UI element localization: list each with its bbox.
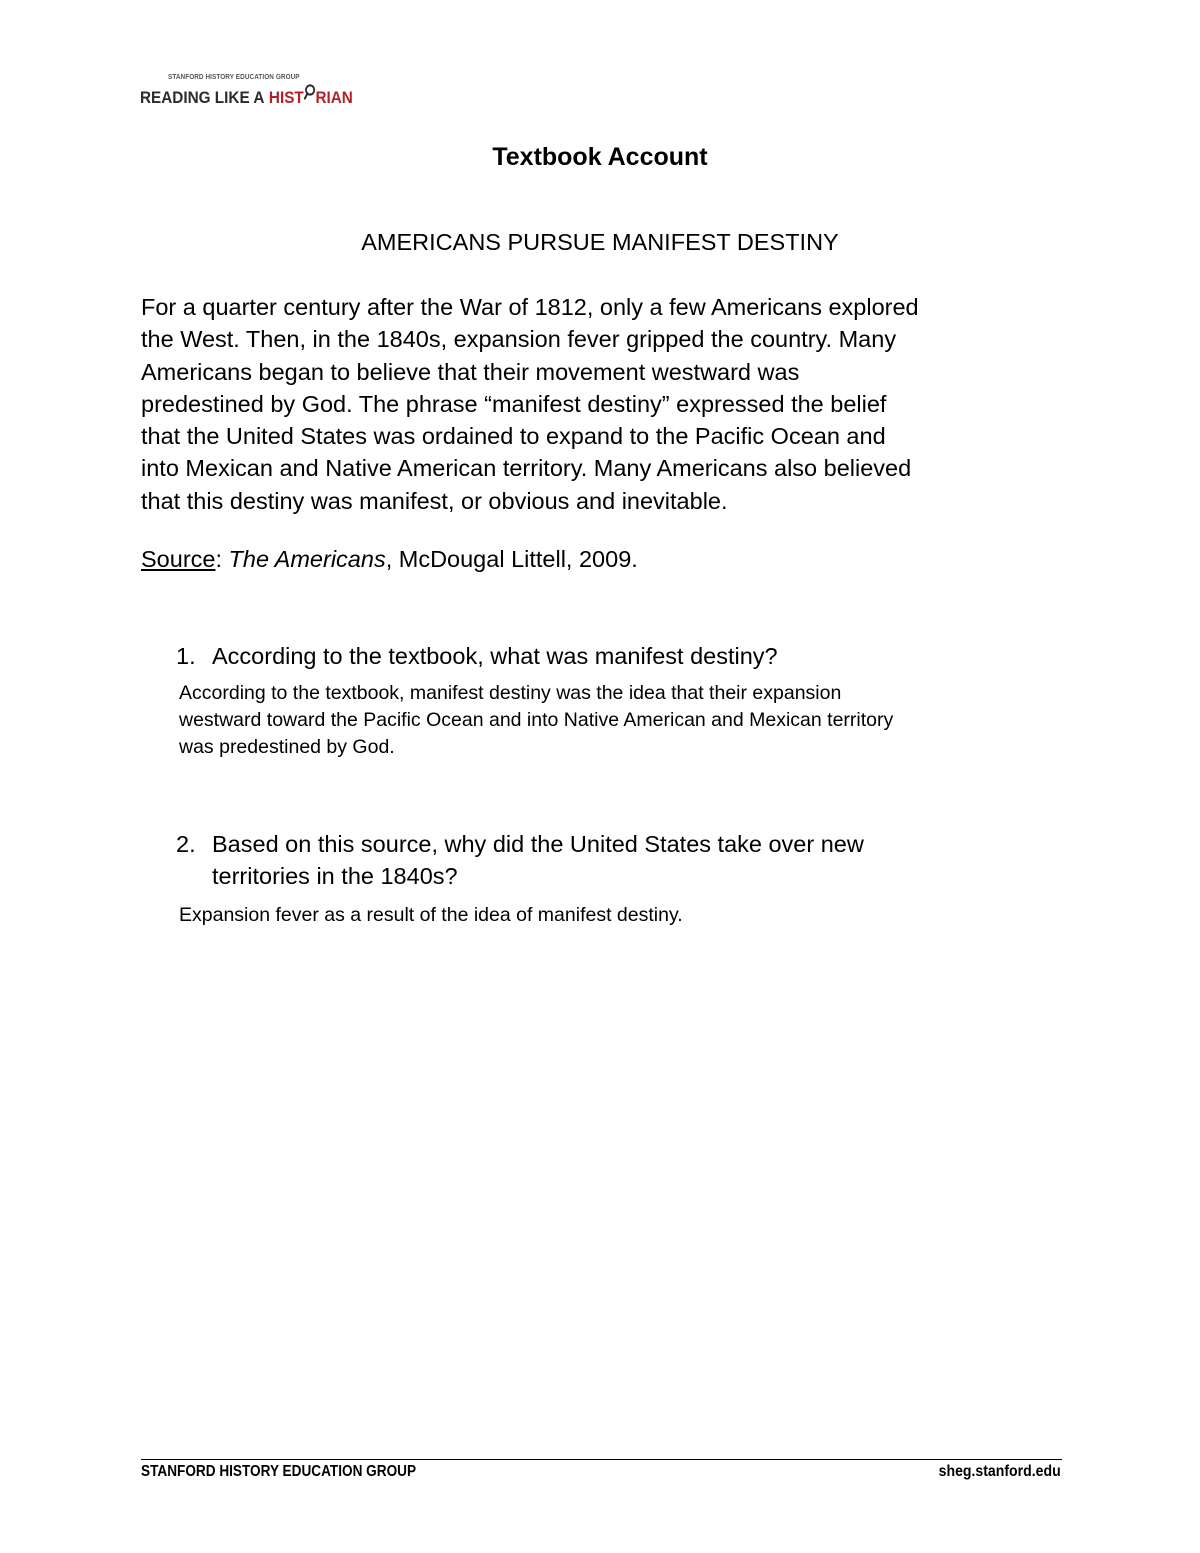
logo-text-hist: HIST [268, 88, 304, 107]
excerpt-line: the West. Then, in the 1840s, expansion fever gripped the country. Many [141, 326, 897, 353]
section-headline: AMERICANS PURSUE MANIFEST DESTINY [361, 229, 839, 255]
excerpt-line: predestined by God. The phrase “manifest destiny” expressed the belief [141, 390, 887, 417]
question-number: 2. [176, 831, 196, 857]
source-citation [141, 546, 638, 573]
source-colon: : [215, 546, 229, 572]
answer-line: was predestined by God. [179, 736, 395, 758]
footer-divider [141, 1459, 1062, 1460]
question-number: 1. [176, 643, 196, 669]
question-text [212, 828, 1042, 892]
footer-organization: STANFORD HISTORY EDUCATION GROUP [141, 1463, 417, 1480]
answer-1 [179, 680, 893, 761]
question-line: According to the textbook, what was manifest destiny? [212, 643, 778, 669]
question-text [212, 640, 1042, 672]
logo-text-reading-like-a: READING LIKE A [140, 88, 265, 107]
reading-like-a-historian-logo [140, 72, 377, 108]
source-publisher: , McDougal Littell, 2009. [385, 546, 638, 572]
logo-wordmark [140, 83, 353, 108]
excerpt-line: that the United States was ordained to expand to the Pacific Ocean and [141, 423, 886, 450]
source-label: Source [141, 546, 216, 572]
question-line: territories in the 1840s? [212, 863, 458, 889]
question-line: Based on this source, why did the United States take over new [212, 831, 864, 857]
answer-line: According to the textbook, manifest destiny was the idea that their expansion [179, 682, 842, 704]
logo-group-name: STANFORD HISTORY EDUCATION GROUP [168, 72, 300, 81]
excerpt-line: Americans began to believe that their movement westward was [141, 358, 800, 385]
footer-website: sheg.stanford.edu [938, 1463, 1061, 1480]
logo-text-rian: RIAN [315, 88, 353, 107]
document-title: Textbook Account [492, 143, 708, 171]
excerpt-line: into Mexican and Native American territory. Many Americans also believed [141, 455, 912, 482]
answer-line: westward toward the Pacific Ocean and into Native American and Mexican territory [179, 709, 894, 731]
source-book-title: The Americans [228, 546, 386, 572]
textbook-excerpt [141, 291, 1071, 517]
excerpt-line: For a quarter century after the War of 1812, only a few Americans explored [141, 294, 919, 320]
answer-2 [179, 902, 683, 929]
answer-line: Expansion fever as a result of the idea of manifest destiny. [179, 904, 683, 926]
excerpt-line: that this destiny was manifest, or obvious and inevitable. [141, 487, 728, 514]
magnifying-glass-icon [304, 83, 316, 108]
